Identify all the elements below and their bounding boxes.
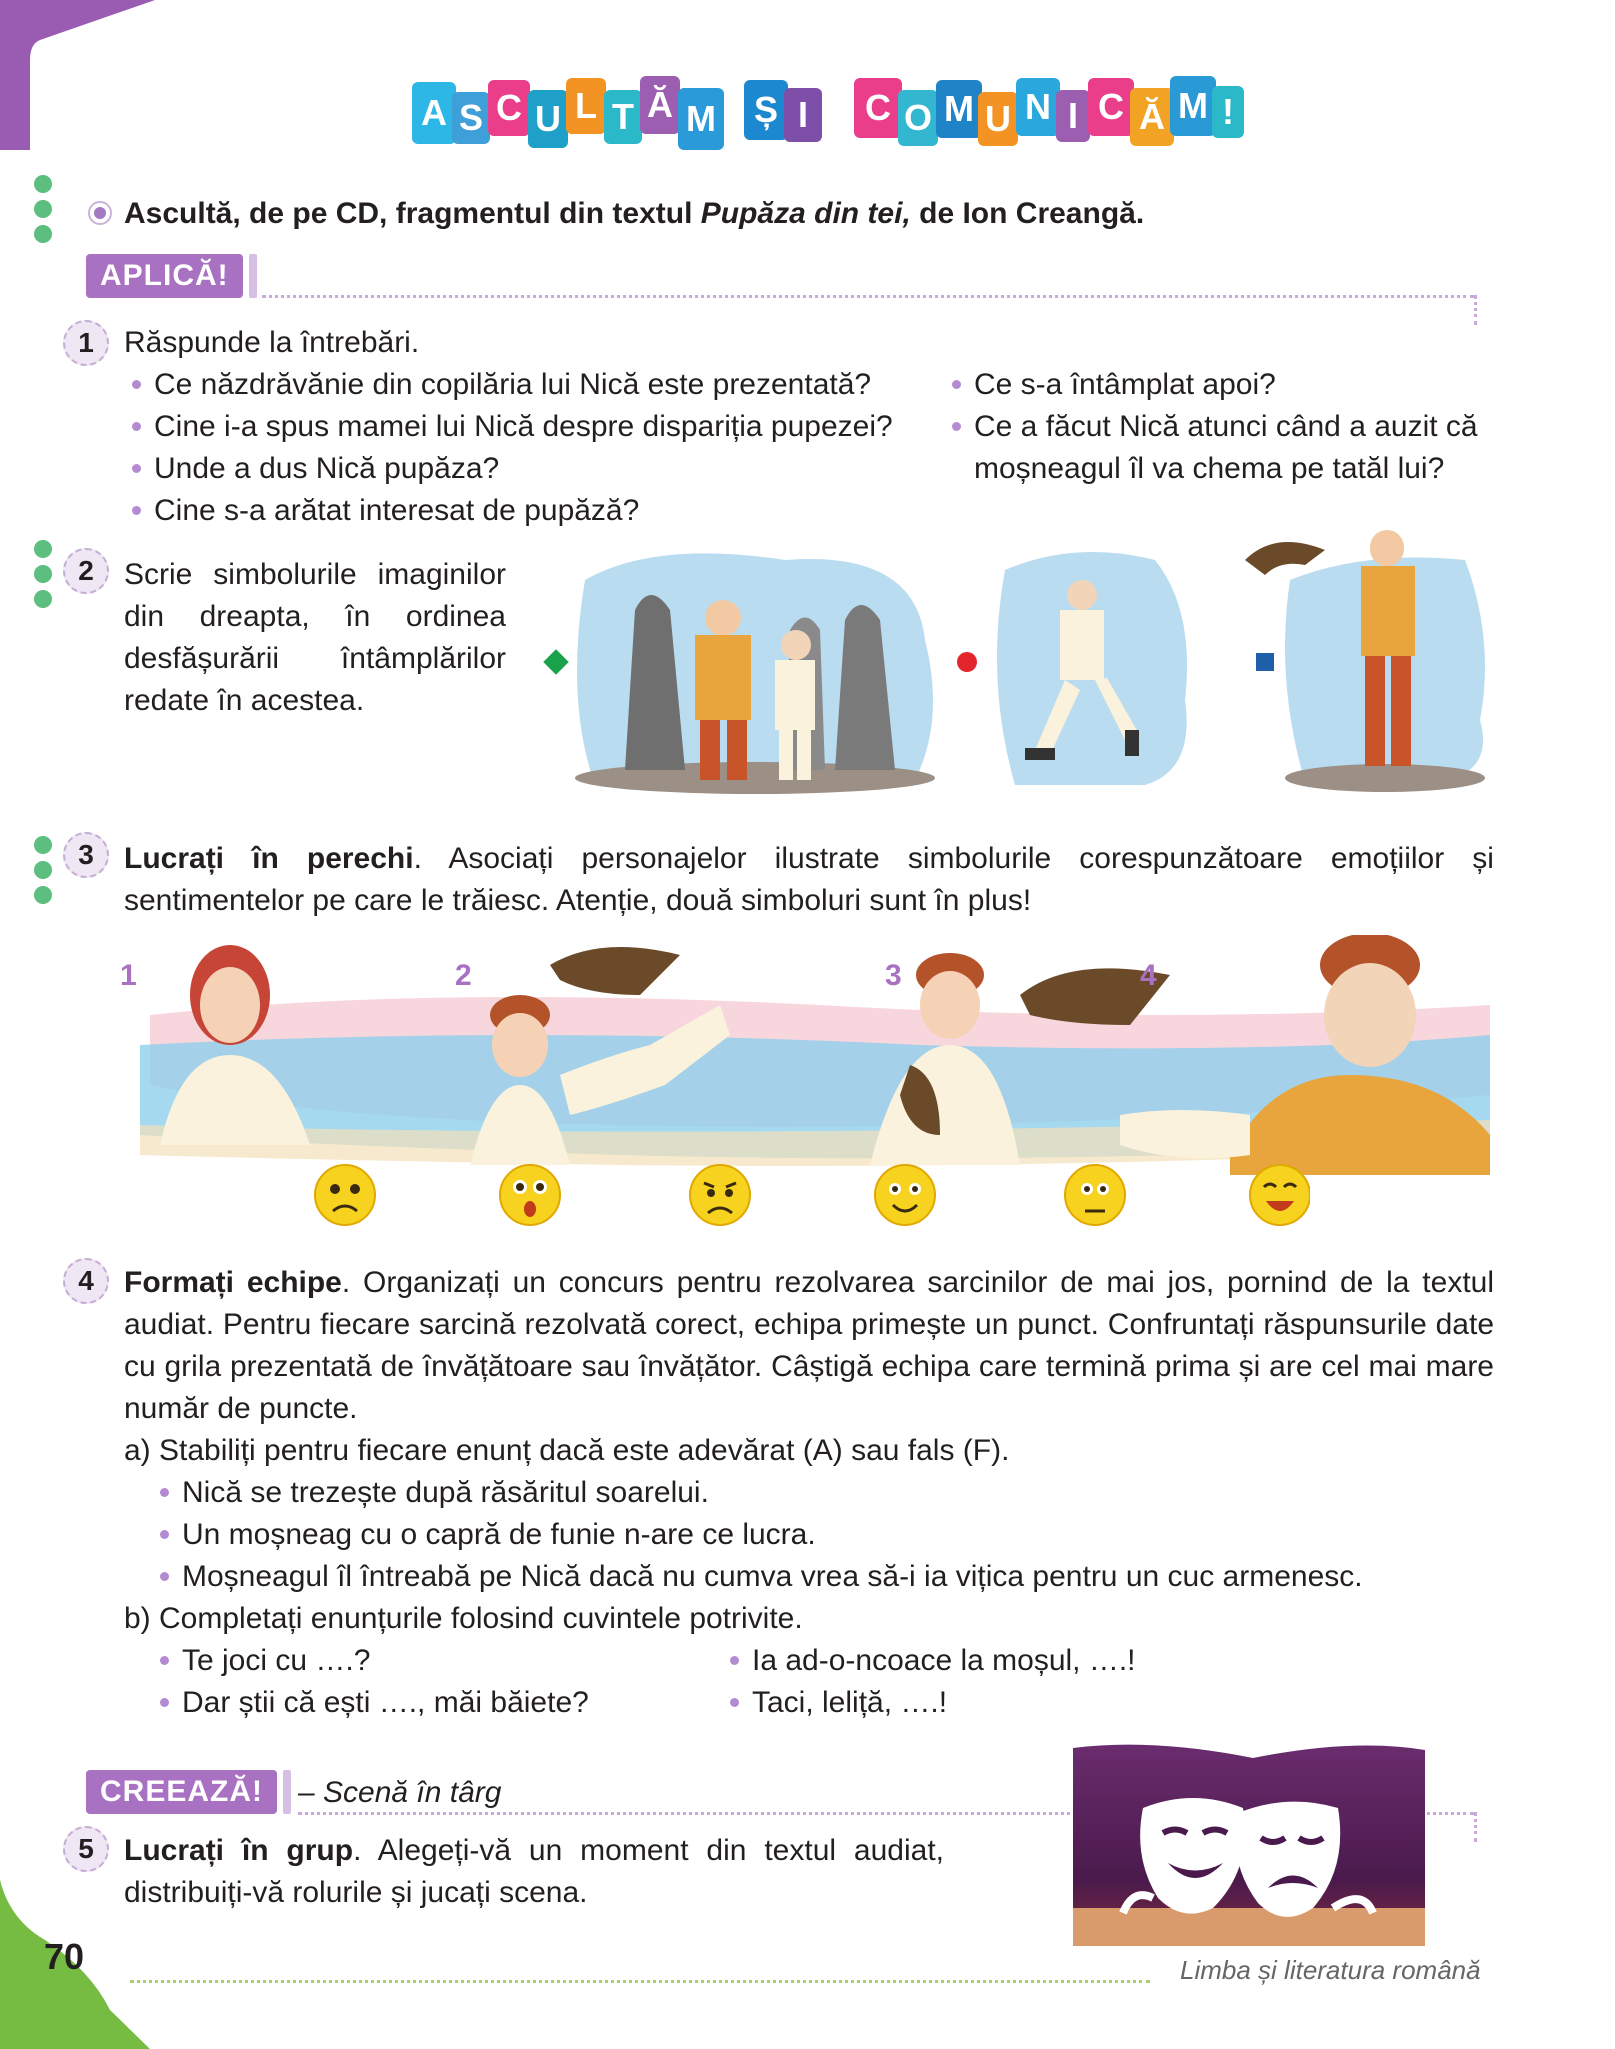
ex5-body: . Alegeți-vă un moment din textul audiat, distribuiți-vă rolurile și jucați scena. [124, 1834, 944, 1909]
ex5-text [124, 1830, 944, 1914]
title-letter-tile: M [678, 88, 724, 150]
ex4-bold: Formați echipe [124, 1266, 342, 1299]
section-label-creeaza: CREEAZĂ! [86, 1770, 277, 1814]
footer-book-title: Limba și literatura română [1180, 1955, 1481, 1985]
ex1-question: Ce a făcut Nică atunci când a auzit că moșneagul îl va chema pe tatăl lui? [944, 406, 1504, 490]
title-letter-tile: M [936, 80, 982, 138]
margin-dots [34, 836, 56, 911]
footer-divider [130, 1980, 1150, 1983]
ex4-b-right-list [722, 1640, 1322, 1724]
ex1-right-questions [944, 364, 1504, 490]
title-letter-tile: Ă [1130, 88, 1174, 146]
title-letter-tile: U [978, 92, 1018, 146]
character-label-2: 2 [455, 959, 472, 992]
ex4-b-heading: b) Completați enunțurile folosind cuvintele potrivite. [124, 1602, 803, 1635]
ex4-a-item: Nică se trezește după răsăritul soarelui. [152, 1472, 1492, 1514]
page-title [412, 74, 1234, 160]
title-letter-tile: A [412, 82, 456, 144]
title-letter-tile: T [604, 90, 642, 144]
ex1-left-questions [124, 364, 924, 532]
title-letter-tile: C [854, 78, 902, 138]
ex5-bold: Lucrați în grup [124, 1834, 354, 1867]
character-label-3: 3 [885, 959, 902, 992]
character-label-4: 4 [1140, 959, 1157, 992]
ex4-b-item: Ia ad-o-ncoace la moșul, ….! [722, 1640, 1322, 1682]
ex1-question: Unde a dus Nică pupăza? [124, 448, 924, 490]
red-circle-icon [957, 652, 977, 672]
section-divider-end [1474, 1812, 1477, 1842]
unhappy-face-icon [690, 1165, 750, 1225]
corner-decoration-top [0, 0, 160, 150]
green-diamond-icon [543, 649, 568, 674]
laughing-face-icon [1250, 1165, 1310, 1225]
exercise-number-2: 2 [63, 548, 109, 594]
exercise-number-4: 4 [63, 1258, 109, 1304]
ex2-text: Scrie simbolurile imaginilor din dreapta, în ordinea desfășurării întâmplărilor redate în acestea. [124, 558, 506, 717]
ex2-illustrations [535, 520, 1495, 800]
emotion-faces-row [310, 1160, 1310, 1240]
ex3-body: . Asociați personajelor ilustrate simbolurile corespunzătoare emoțiilor și sentimentelor pe care le trăiesc. Atenție, două simboluri sunt în plus! [124, 842, 1494, 917]
section-divider [262, 295, 1474, 298]
title-letter-tile: M [1170, 76, 1216, 136]
theatre-masks-illustration [1063, 1738, 1435, 1950]
title-letter-tile: S [452, 92, 490, 144]
title-letter-tile: U [528, 90, 568, 148]
intro-text-2: de Ion Creangă. [910, 197, 1145, 230]
ex4-body: . Organizați un concurs pentru rezolvarea sarcinilor de mai jos, pornind de la textul audiat. Pentru fiecare sarcină rezolvată corect, echipa primește un punct. Confruntați răspunsurile date cu grila prezentată de învățătoare sau învățător. Câștigă echipa care termină prima și are cel mai mare număr de puncte. [124, 1266, 1495, 1425]
intro-text-title: Pupăza din tei, [700, 197, 911, 230]
ex1-question: Cine s-a arătat interesat de pupăză? [124, 490, 924, 532]
ex4-b-item: Taci, leliță, ….! [722, 1682, 1322, 1724]
title-letter-tile: I [1056, 90, 1090, 142]
smiling-face-icon [875, 1165, 935, 1225]
ex4-b-item: Dar știi că ești …., măi băiete? [152, 1682, 712, 1724]
worried-face-icon [1065, 1165, 1125, 1225]
ex4-a-item: Un moșneag cu o capră de funie n-are ce lucra. [152, 1514, 1492, 1556]
blue-square-icon [1256, 653, 1274, 671]
ex3-text [124, 838, 1494, 922]
surprised-face-icon [500, 1165, 560, 1225]
margin-dots [34, 175, 56, 250]
title-letter-tile: N [1016, 78, 1060, 136]
ex3-bold: Lucrați în perechi [124, 842, 414, 875]
section-label-aplica: APLICĂ! [86, 254, 243, 298]
title-letter-tile: O [898, 90, 938, 146]
page-number: 70 [44, 1936, 85, 1977]
scene-running-boy-illustration [997, 552, 1187, 785]
intro-text-1: Ascultă, de pe CD, fragmentul din textul [124, 197, 701, 230]
section-divider-end [1474, 295, 1477, 325]
ex1-question: Cine i-a spus mamei lui Nică despre dispariția pupezei? [124, 406, 924, 448]
ex4-text [124, 1262, 1494, 1430]
title-letter-tile: L [566, 78, 606, 134]
exercise-number-3: 3 [63, 832, 109, 878]
exercise-number-1: 1 [63, 320, 109, 366]
ex1-question: Ce năzdrăvănie din copilăria lui Nică este prezentată? [124, 364, 924, 406]
creeaza-subtitle: – Scenă în târg [298, 1776, 502, 1809]
scene-crowd-illustration [575, 553, 935, 794]
title-letter-tile: I [784, 88, 822, 142]
ex4-b-item: Te joci cu ….? [152, 1640, 712, 1682]
ex4-b-left-list [152, 1640, 712, 1724]
margin-dots [34, 540, 56, 615]
intro-instruction [92, 193, 1492, 235]
ex4-a-item: Moșneagul îl întreabă pe Nică dacă nu cumva vrea să-i ia vițica pentru un cuc armenesc. [152, 1556, 1492, 1598]
ex1-heading: Răspunde la întrebări. [124, 326, 420, 359]
exercise-number-5: 5 [63, 1826, 109, 1872]
title-letter-tile: Ș [744, 80, 788, 140]
title-letter-tile: Ă [640, 76, 680, 134]
ex4-a-list [152, 1472, 1492, 1598]
ex1-question: Ce s-a întâmplat apoi? [944, 364, 1504, 406]
ex4-a-heading: a) Stabiliți pentru fiecare enunț dacă este adevărat (A) sau fals (F). [124, 1434, 1010, 1467]
sad-face-icon [315, 1165, 375, 1225]
title-letter-tile: C [1088, 78, 1134, 136]
character-label-1: 1 [120, 959, 137, 992]
cd-bullet-icon [88, 201, 112, 225]
scene-old-man-bird-illustration [1245, 530, 1485, 792]
title-letter-tile: ! [1212, 86, 1244, 138]
title-letter-tile: C [488, 80, 530, 136]
